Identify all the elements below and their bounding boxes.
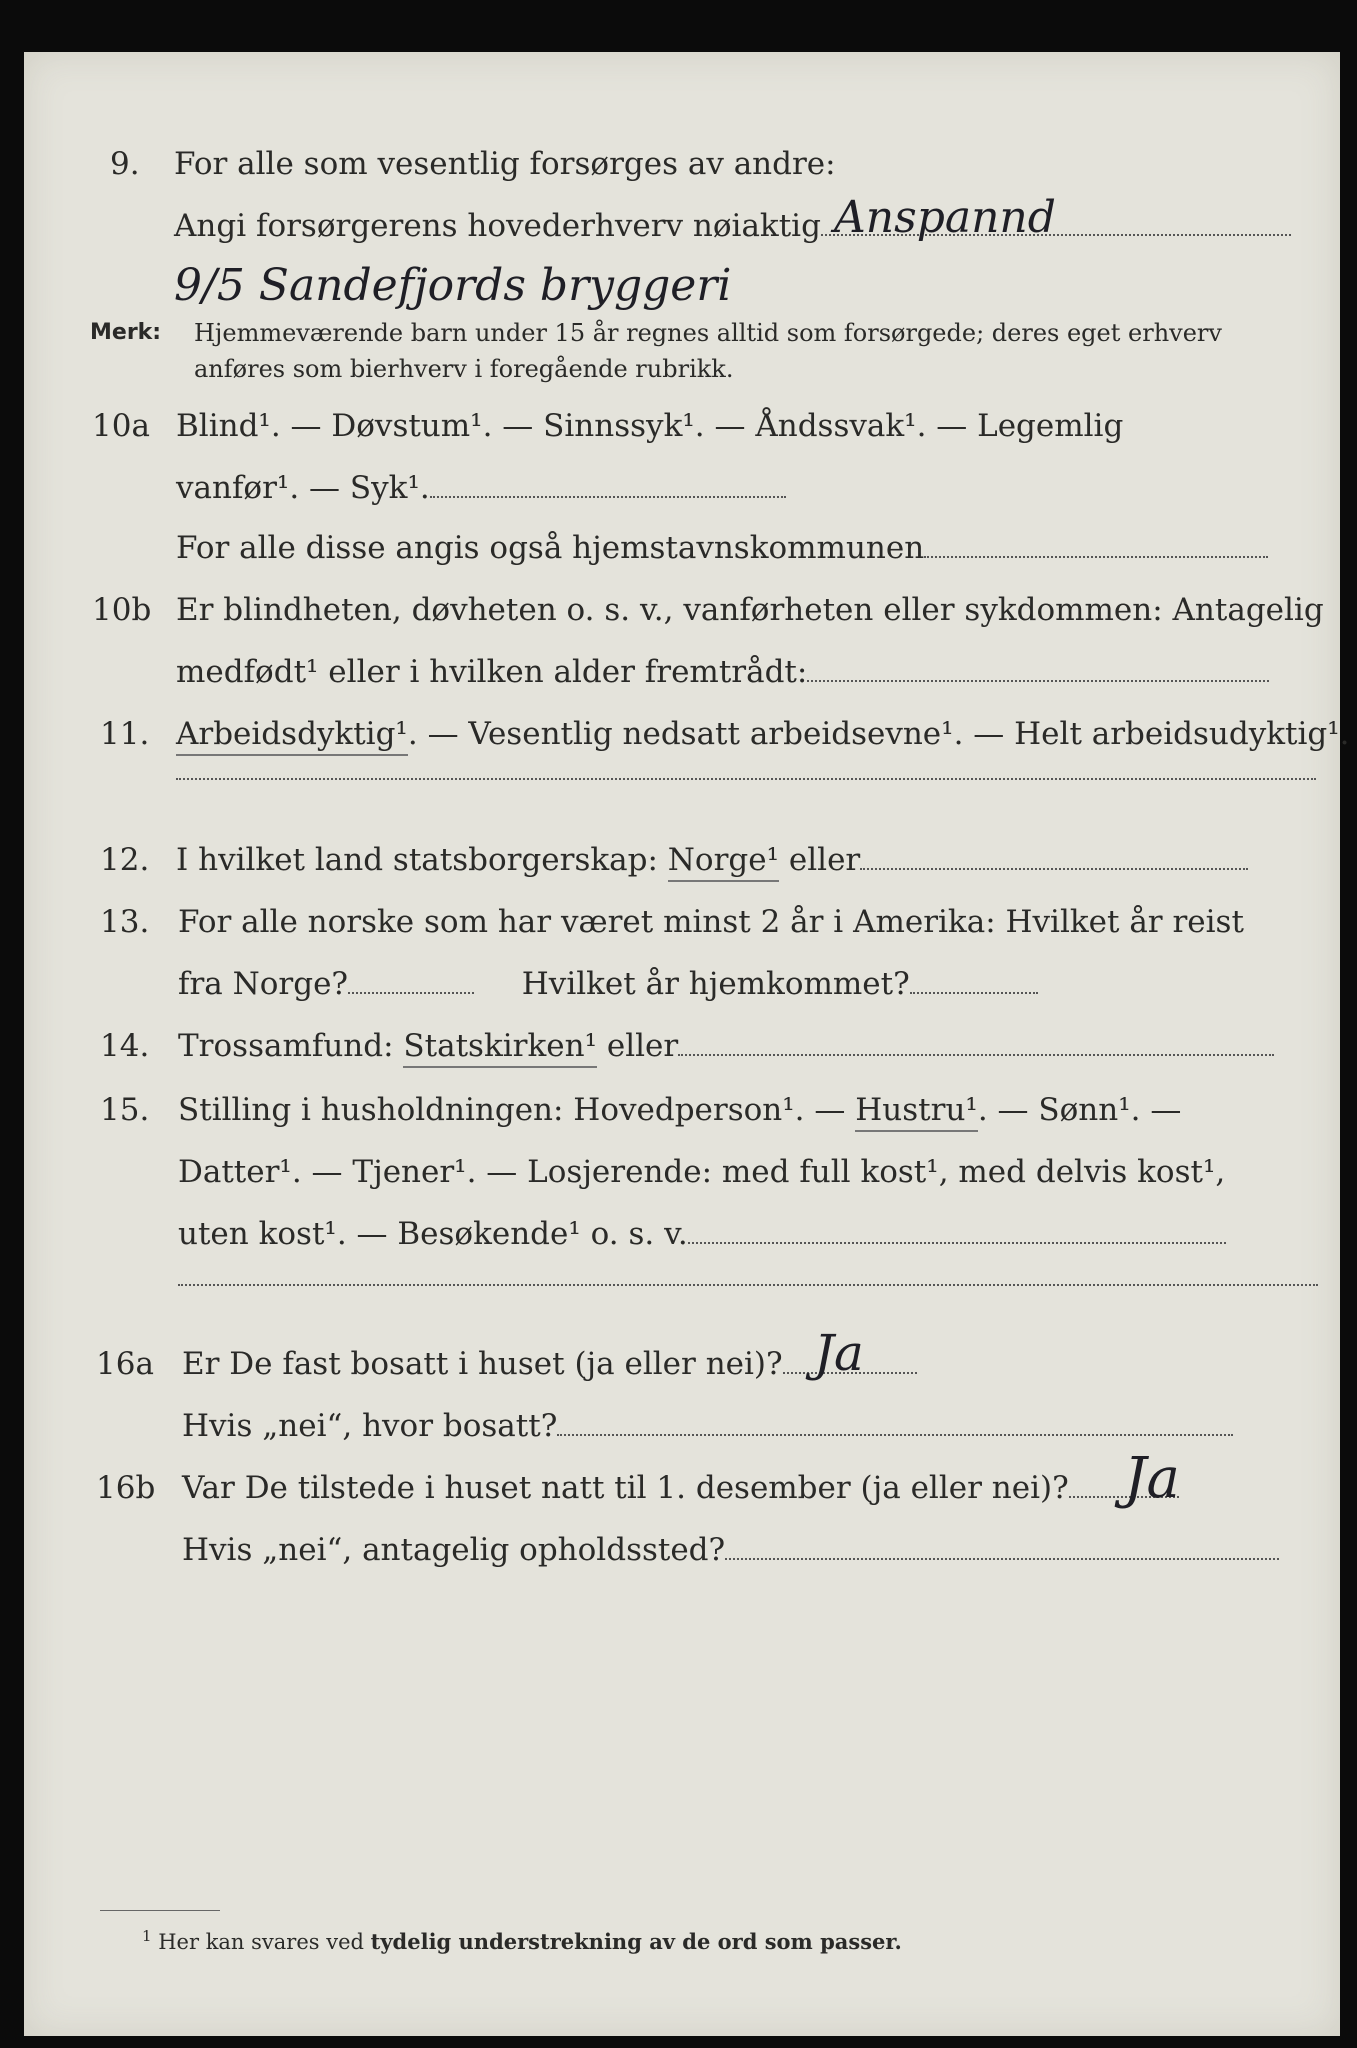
- q11-rest: . — Vesentlig nedsatt arbeidsevne¹. — Helt arbeidsudyktig¹.: [407, 716, 1350, 752]
- q16b-line2-text: Hvis „nei“, antagelig opholdssted?: [182, 1532, 726, 1568]
- q12-post: eller: [788, 842, 861, 878]
- q14-option-statskirken: Statskirken¹: [403, 1028, 597, 1068]
- merk-line2: anføres som bierhverv i foregående rubrikk.: [194, 355, 734, 383]
- q13-line2b: Hvilket år hjemkommet?: [521, 966, 910, 1002]
- q12-pre: I hvilket land statsborgerskap:: [176, 842, 658, 878]
- q10b-line2: [176, 654, 1269, 690]
- q10a-line3: [176, 530, 1268, 566]
- q10a-line3-text: For alle disse angis også hjemstavnskommunen: [176, 530, 925, 566]
- q13-number: 13.: [100, 904, 150, 940]
- q10a-number: 10a: [92, 408, 150, 444]
- q13-line1: For alle norske som har været minst 2 år i Amerika: Hvilket år reist: [178, 904, 1244, 940]
- q14-line: [178, 1028, 1274, 1064]
- q16a-line2-dots: [557, 1408, 1233, 1436]
- q16b-handwritten-answer: Ja: [1124, 1446, 1180, 1511]
- q16a-line1: [182, 1346, 917, 1382]
- footnote-mark: 1: [142, 1927, 152, 1945]
- footnote-rule: [100, 1910, 220, 1911]
- q16a-line2: [182, 1408, 1233, 1444]
- q15-line3-dots: [688, 1216, 1226, 1244]
- q14-post: eller: [606, 1028, 679, 1064]
- q9-handwritten-employer: 9/5 Sandefjords bryggeri: [174, 260, 732, 311]
- q11-number: 11.: [100, 716, 150, 752]
- q16b-line1-text: Var De tilstede i huset natt til 1. desember (ja eller nei)?: [182, 1470, 1069, 1506]
- q12-line: [176, 842, 1248, 878]
- q15-option-hustru: Hustru¹: [855, 1092, 978, 1132]
- q15-line1b: . — Sønn¹. —: [977, 1092, 1182, 1128]
- q16b-line1: [182, 1470, 1179, 1506]
- q10a-line2-text: vanfør¹. — Syk¹.: [176, 470, 430, 506]
- q13-line2a: fra Norge?: [178, 966, 349, 1002]
- q14-pre: Trossamfund:: [178, 1028, 394, 1064]
- q16b-line2: [182, 1532, 1279, 1568]
- q9-handwritten-occupation: Anspannd: [834, 192, 1056, 243]
- q12-option-norge: Norge¹: [668, 842, 779, 882]
- q13-reist-dots: [348, 966, 474, 994]
- q15-line3: [178, 1216, 1226, 1252]
- q10a-line1: Blind¹. — Døvstum¹. — Sinnssyk¹. — Åndssvak¹. — Legemlig: [176, 408, 1124, 444]
- merk-label: Merk:: [90, 320, 162, 345]
- q16a-number: 16a: [96, 1346, 154, 1382]
- footnote: [142, 1922, 902, 1956]
- q15-line3-text: uten kost¹. — Besøkende¹ o. s. v.: [178, 1216, 688, 1252]
- q10b-line2-dots: [807, 654, 1269, 682]
- q12-number: 12.: [100, 842, 150, 878]
- q10a-line3-dots: [924, 530, 1268, 558]
- q10a-line2-dots: [430, 470, 786, 498]
- q11-option-arbeidsdyktig: Arbeidsdyktig¹: [176, 716, 408, 756]
- q10a-line2: [176, 470, 786, 506]
- q14-number: 14.: [100, 1028, 150, 1064]
- q11-blank-line: [176, 778, 1316, 780]
- q12-dots: [860, 842, 1248, 870]
- q13-hjemkommet-dots: [910, 966, 1038, 994]
- q9-line2: [174, 208, 1291, 244]
- q16a-handwritten-answer: Ja: [814, 1324, 864, 1382]
- q13-line2: [178, 966, 1038, 1002]
- q16a-line1-text: Er De fast bosatt i huset (ja eller nei)?: [182, 1346, 783, 1382]
- q10b-line1: Er blindheten, døvheten o. s. v., vanførheten eller sykdommen: Antagelig: [176, 592, 1324, 628]
- census-form-page: [24, 52, 1350, 2036]
- q10b-number: 10b: [92, 592, 152, 628]
- q15-blank-line: [178, 1284, 1318, 1286]
- q9-number: 9.: [110, 146, 140, 182]
- q15-line1a: Stilling i husholdningen: Hovedperson¹. —: [178, 1092, 846, 1128]
- q14-dots: [678, 1028, 1274, 1056]
- merk-line1: Hjemmeværende barn under 15 år regnes alltid som forsørgede; deres eget erhverv: [194, 319, 1222, 347]
- q10b-line2-text: medfødt¹ eller i hvilken alder fremtrådt:: [176, 654, 808, 690]
- q16b-number: 16b: [96, 1470, 156, 1506]
- q9-line2-text: Angi forsørgerens hovederhverv nøiaktig: [174, 208, 821, 244]
- q15-line1: [178, 1092, 1181, 1128]
- q16b-line2-dots: [725, 1532, 1279, 1560]
- q16a-line2-text: Hvis „nei“, hvor bosatt?: [182, 1408, 558, 1444]
- q11-line: [176, 716, 1350, 752]
- q9-line1: For alle som vesentlig forsørges av andre:: [174, 146, 836, 182]
- footnote-text-pre: Her kan svares ved: [158, 1930, 364, 1954]
- q15-line2: Datter¹. — Tjener¹. — Losjerende: med full kost¹, med delvis kost¹,: [178, 1154, 1226, 1190]
- footnote-text-bold: tydelig understrekning av de ord som passer.: [370, 1929, 902, 1954]
- q15-number: 15.: [100, 1092, 150, 1128]
